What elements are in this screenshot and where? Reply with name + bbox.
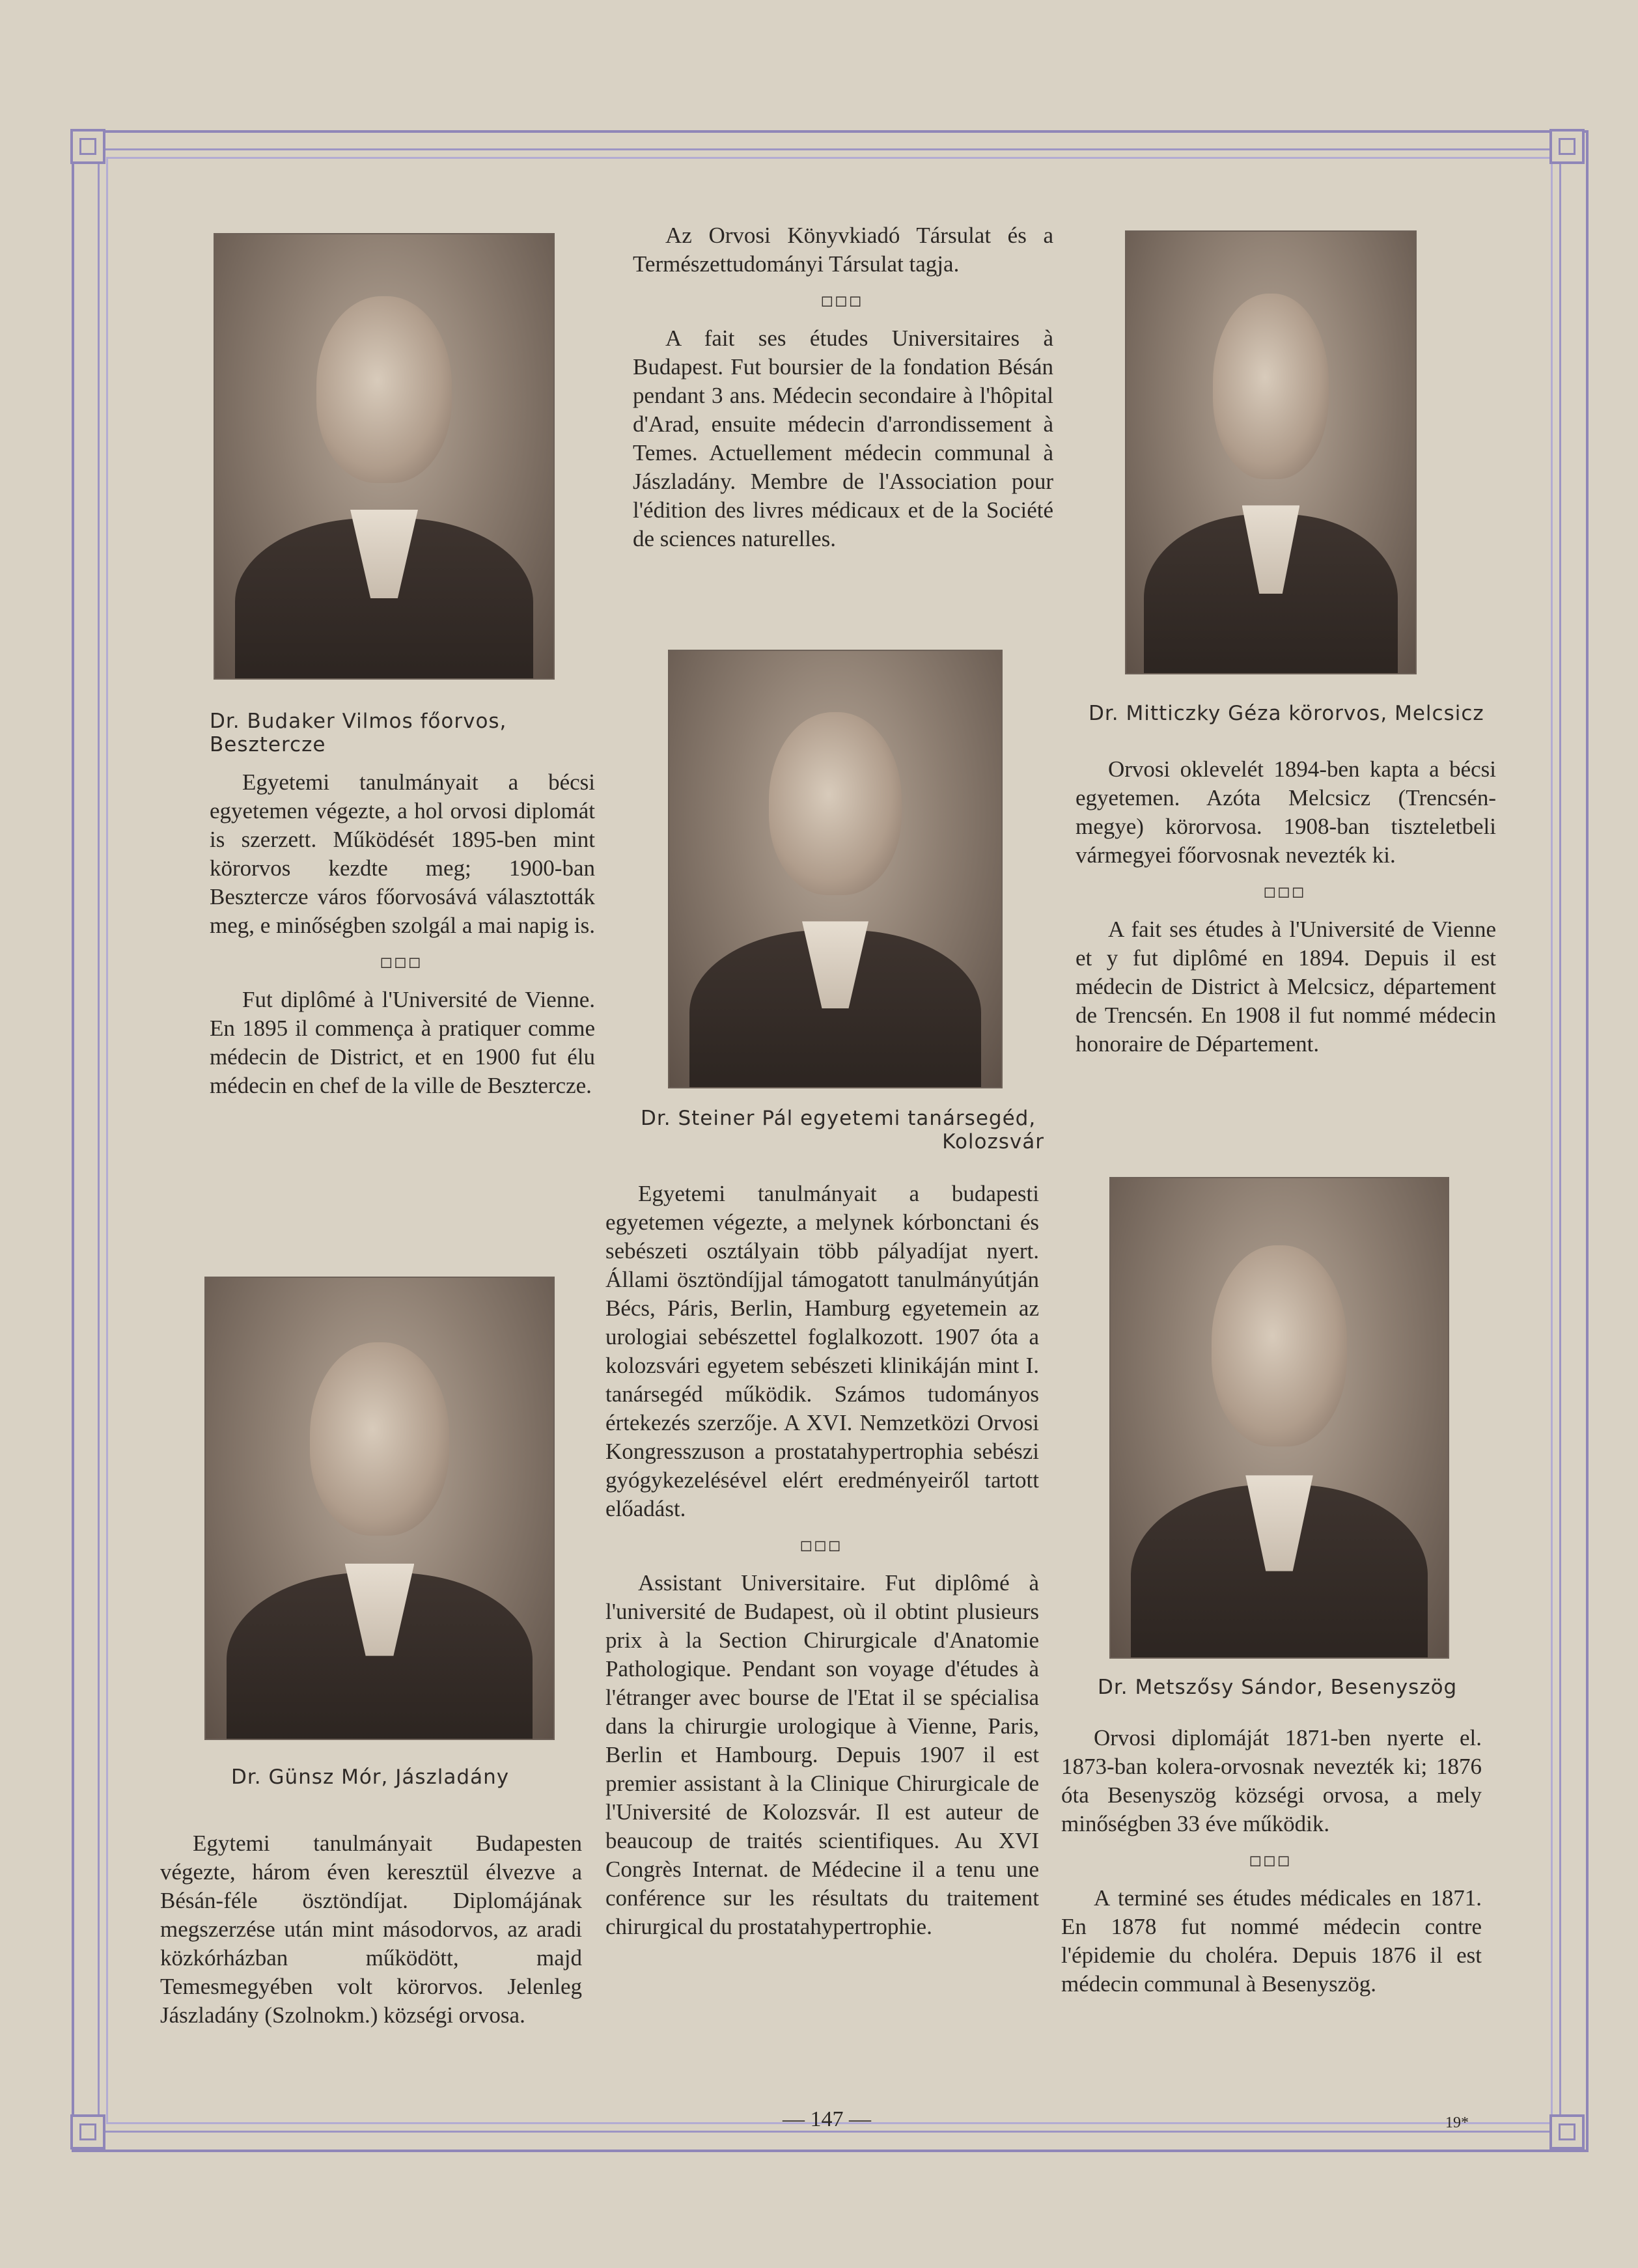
bio-mitticzky-fr: A fait ses études à l'Université de Vienne et y fut diplômé en 1894. Depuis il est médecin de District à Melcsicz, département de Trencsén. En 1908 il fut nommé médecin honoraire de Département. (1076, 917, 1496, 1057)
bio-mitticzky-hu: Orvosi oklevelét 1894-ben kapta a bécsi egyetemen. Azóta Melcsicz (Trencsén-megye) körorvosa. 1908-ban tiszteletbeli vármegyei főorvosnak nevezték ki. (1076, 756, 1496, 868)
portrait-steiner (669, 651, 1001, 1087)
corner-ornament-bottom-right (1549, 2114, 1585, 2150)
portrait-mitticzky (1126, 232, 1415, 673)
separator: □□□ (1250, 1851, 1293, 1870)
bio-gunsz-hu: Egytemi tanulmányait Budapesten végezte, három éven keresztül élvezve a Bésán-féle ösztöndíjat. Diplomájának megszerzése után mint másodorvos, az aradi közkórházban működött, majd Temesmegyében volt körorvos. Jelenleg Jászladány (Szolnokm.) községi orvosa. (160, 1831, 582, 2028)
corner-ornament-bottom-left (70, 2114, 105, 2150)
bio-steiner-hu: Egyetemi tanulmányait a budapesti egyetemen végezte, a melynek kórbonctani és sebészeti osztályain több pályadíjat nyert. Állami ösztöndíjjal támogatott tanulmányútján Bécs, Páris, Berlin, Hamburg egyetemein az urologiai sebészettel foglalkozott. 1907 óta a kolozsvári egyetem sebészeti klinikáján mint I. tanársegéd működik. Számos tudományos értekezés szerzője. A XVI. Nemzetközi Orvosi Kongresszuson a prostatahypertrophia sebészi gyógykezelésével elért eredményeiről tartott előadást. (605, 1181, 1039, 1521)
separator: □□□ (822, 291, 865, 311)
portrait-gunsz (206, 1278, 553, 1739)
portrait-budaker (215, 234, 553, 678)
caption-mitticzky: Dr. Mitticzky Géza körorvos, Melcsicz (1089, 702, 1484, 725)
separator: □□□ (1264, 882, 1307, 902)
bio-metszosy-fr: A terminé ses études médicales en 1871. En 1878 fut nommé médecin contre l'épidemie du choléra. Depuis 1876 il est médecin communal à Besenyszög. (1061, 1885, 1482, 1997)
caption-gunsz: Dr. Günsz Mór, Jászladány (231, 1765, 510, 1789)
bio-metszosy-hu: Orvosi diplomáját 1871-ben nyerte el. 1873-ban kolera-orvosnak nevezték ki; 1876 óta Besenyszög községi orvosa, a mely minőségben 33 éve működik. (1061, 1725, 1482, 1836)
bio-gunsz (160, 1829, 582, 2030)
bio-budaker (210, 768, 595, 1100)
caption-steiner-line1: Dr. Steiner Pál egyetemi tanársegéd, (641, 1107, 1036, 1130)
signature-mark: 19* (1445, 2114, 1469, 2131)
corner-ornament-top-left (70, 129, 105, 164)
caption-steiner-line2: Kolozsvár (942, 1130, 1044, 1154)
bio-steiner (605, 1180, 1039, 1941)
bio-gunsz-fr: A fait ses études Universitaires à Budapest. Fut boursier de la fondation Bésán pendant 3 ans. Médecin secondaire à l'hôpital d'Arad, ensuite médecin d'arrondissement à Temes. Actuellement médecin communal à Jászladány. Membre de l'Association pour l'édition des livres médicaux et de la Société de sciences naturelles. (633, 325, 1053, 551)
bio-budaker-fr: Fut diplômé à l'Université de Vienne. En 1895 il commença à pratiquer comme médecin de District, et en 1900 fut élu médecin en chef de la ville de Besztercze. (210, 987, 595, 1098)
bio-steiner-fr: Assistant Universitaire. Fut diplômé à l'université de Budapest, où il obtint plusieurs prix à la Section Chirurgicale d'Anatomie Pathologique. Pendant son voyage d'études à l'étranger avec bourse de l'Etat il se spécialisa dans la chirurgie urologique à Vienne, Paris, Berlin et Hambourg. Depuis 1907 il est premier assistant à la Clinique Chirurgicale de l'Université de Kolozsvár. Il est auteur de beaucoup de traités scientifiques. Au XVI Congrès Internat. de Médecine il a tenu une conférence sur les résultats du traitement chirurgical du prostatahypertrophie. (605, 1570, 1039, 1939)
page-number: — 147 — (783, 2107, 871, 2131)
caption-budaker: Dr. Budaker Vilmos főorvos, Besztercze (210, 710, 507, 756)
caption-metszosy: Dr. Metszősy Sándor, Besenyszög (1098, 1676, 1458, 1699)
caption-steiner (641, 1107, 1044, 1154)
bio-budaker-hu: Egyetemi tanulmányait a bécsi egyetemen végezte, a hol orvosi diplomát is szerzett. Működését 1895-ben mint körorvos kezdte meg; 1900-ban Besztercze város főorvosává választották meg, e minőségben szolgál a mai napig is. (210, 769, 595, 938)
bio-gunsz-hu-continued: Az Orvosi Könyvkiadó Társulat és a Természettudományi Társulat tagja. (633, 223, 1053, 277)
portrait-metszosy (1111, 1178, 1448, 1657)
separator: □□□ (381, 952, 424, 972)
bio-mitticzky (1076, 755, 1496, 1058)
bio-gunsz-continued (633, 221, 1053, 553)
separator: □□□ (801, 1536, 844, 1555)
corner-ornament-top-right (1549, 129, 1585, 164)
bio-metszosy (1061, 1724, 1482, 1998)
